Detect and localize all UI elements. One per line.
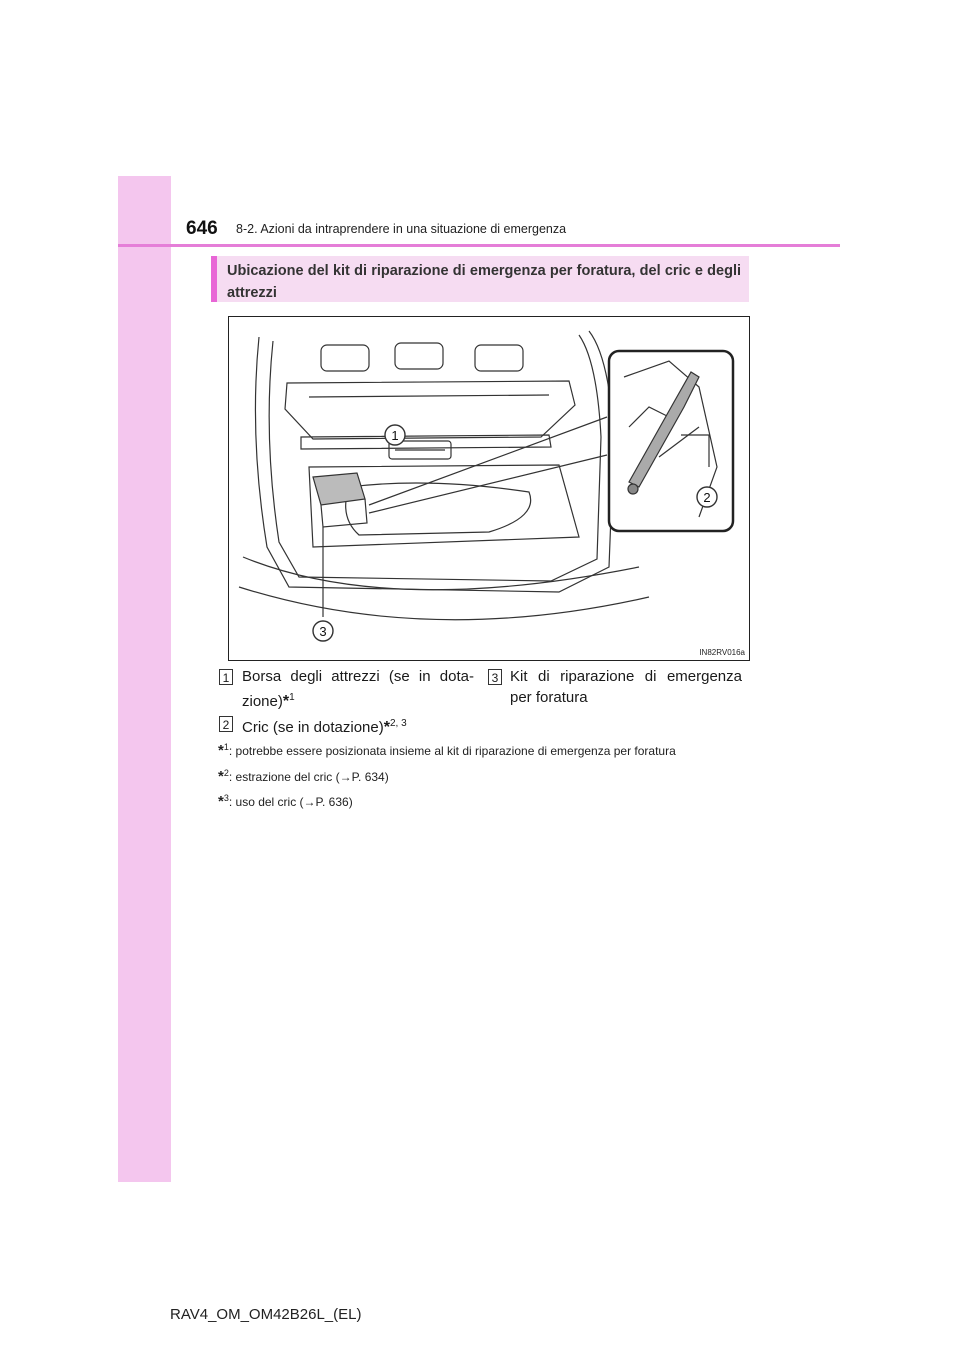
section-heading-box: [211, 256, 749, 302]
note-star: *: [282, 693, 290, 710]
note-star: *: [218, 742, 224, 759]
legend-note-2: 2, 3: [389, 718, 407, 729]
trunk-drawing: [229, 317, 749, 660]
footnote-mark-2: 2: [223, 768, 229, 778]
legend-text-1: Borsa degli attrezzi (se in dota-zione): [242, 668, 474, 710]
legend-number-2: 2: [219, 716, 233, 732]
left-color-tab: [118, 176, 171, 1182]
callout-2: 2: [703, 490, 711, 505]
legend-text-3: Kit di riparazione di emergenza per foratura: [510, 668, 742, 706]
footnote-mark-3: 3: [223, 793, 229, 803]
legend-item-repair-kit: [510, 666, 742, 708]
note-star: *: [218, 768, 224, 785]
figure-code: IN82RV016a: [699, 648, 745, 657]
note-star: *: [383, 719, 390, 736]
footnote-1: [218, 742, 676, 759]
callout-3: 3: [319, 624, 327, 639]
footnote-text-3: : uso del cric (→P. 636): [228, 795, 353, 809]
page-number: 646: [186, 218, 218, 239]
legend-number-1: 1: [219, 669, 233, 685]
footnote-text-1: : potrebbe essere posizionata insieme al kit di riparazione di emergenza per foratura: [228, 744, 676, 758]
legend-item-tool-bag: [242, 666, 474, 712]
header-rule: [118, 244, 840, 247]
callout-1: 1: [391, 428, 399, 443]
footnote-2: [218, 768, 389, 785]
legend-note-1: 1: [289, 692, 295, 703]
section-title: Ubicazione del kit di riparazione di emergenza per foratura, del cric e degli attrezzi: [227, 263, 741, 301]
footnote-mark-1: 1: [223, 742, 229, 752]
note-star: *: [218, 793, 224, 810]
footnote-3: [218, 793, 353, 810]
running-head: 8-2. Azioni da intraprendere in una situazione di emergenza: [236, 222, 567, 236]
document-code: RAV4_OM_OM42B26L_(EL): [170, 1306, 362, 1323]
legend-text-2: Cric (se in dotazione): [242, 719, 384, 736]
legend-number-3: 3: [488, 669, 502, 685]
footnote-text-2: : estrazione del cric (→P. 634): [228, 770, 389, 784]
legend-item-jack: [242, 713, 474, 738]
trunk-illustration: [228, 316, 750, 661]
